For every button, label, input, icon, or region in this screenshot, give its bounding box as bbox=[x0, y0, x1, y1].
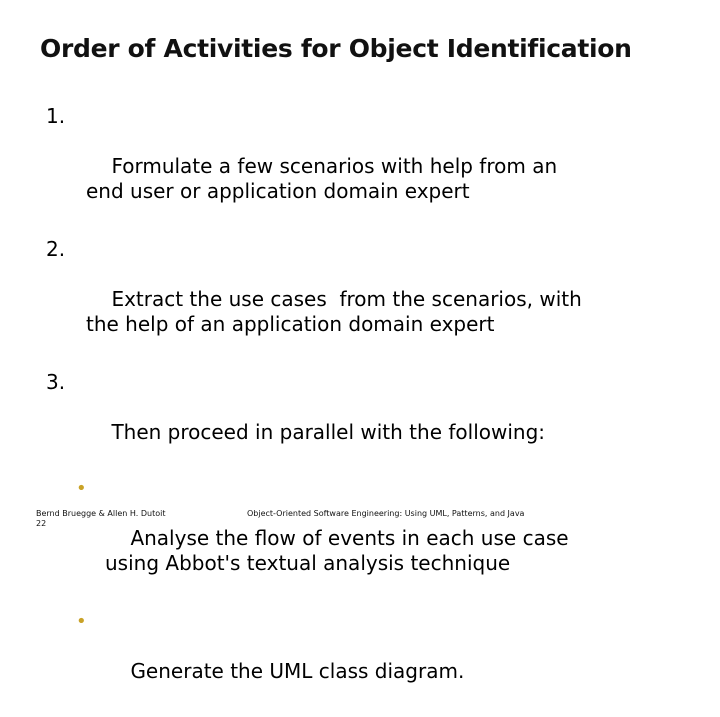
bullet-icon: • bbox=[76, 611, 87, 632]
item-number: 3. bbox=[46, 370, 66, 394]
item-text: Formulate a few scenarios with help from an end user or application domain expert bbox=[86, 154, 558, 203]
sub-item-text: Analyse the flow of events in each use case using Abbot's textual analysis technique bbox=[105, 526, 569, 575]
list-item-2 bbox=[46, 237, 582, 362]
sub-item-2 bbox=[76, 609, 582, 709]
sub-item-text: Generate the UML class diagram. bbox=[130, 659, 465, 683]
authors-text: Bernd Bruegge & Allen H. Dutoit bbox=[36, 509, 166, 518]
list-item-3 bbox=[46, 370, 582, 470]
list-item-1 bbox=[46, 104, 582, 229]
item-text: Extract the use cases from the scenarios, with the help of an application domain expert bbox=[86, 287, 582, 336]
page-number: 22 bbox=[36, 519, 47, 528]
activity-list bbox=[46, 104, 582, 717]
item-text: Then proceed in parallel with the following: bbox=[111, 420, 546, 444]
sub-item-1 bbox=[76, 476, 582, 601]
item-number: 1. bbox=[46, 104, 66, 128]
item-number: 2. bbox=[46, 237, 66, 261]
slide-title: Order of Activities for Object Identification bbox=[40, 34, 632, 63]
footer-authors bbox=[36, 509, 165, 529]
footer-book-title: Object-Oriented Software Engineering: Using UML, Patterns, and Java bbox=[247, 509, 525, 518]
bullet-icon: • bbox=[76, 478, 87, 499]
